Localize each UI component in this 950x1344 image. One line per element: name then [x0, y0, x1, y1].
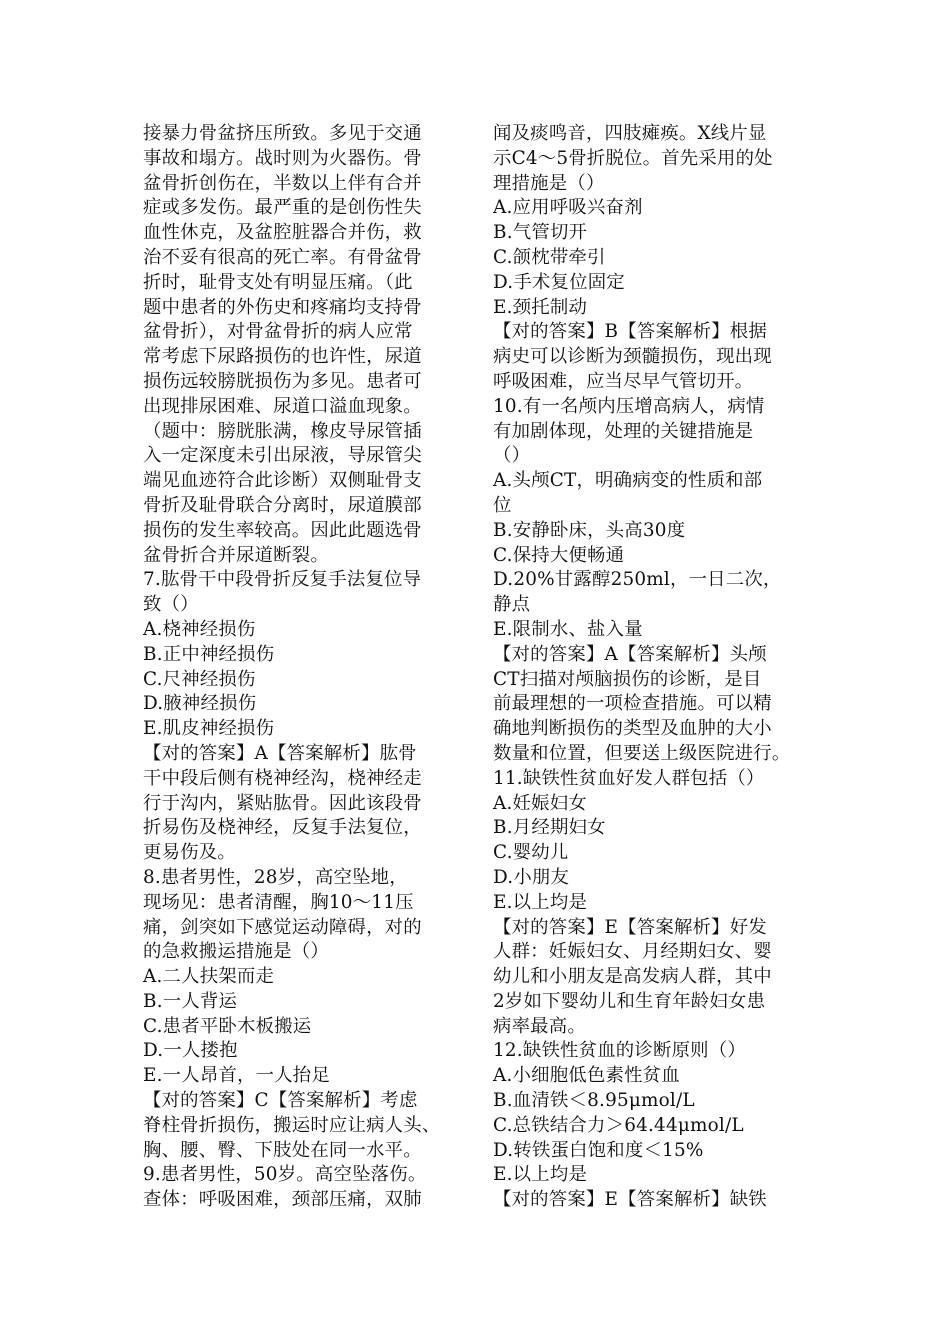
text-line: E.颈托制动	[493, 296, 588, 318]
text-line: A.小细胞低色素性贫血	[493, 1065, 680, 1087]
text-line: E.以上均是	[493, 891, 588, 913]
text-line: （题中：膀胱胀满，橡皮导尿管插	[143, 420, 422, 442]
text-line: 8.患者男性，28岁，高空坠地，	[143, 866, 408, 888]
text-line: （）	[493, 445, 531, 467]
text-line: D.转铁蛋白饱和度＜15%	[493, 1139, 704, 1161]
text-line: 治不妥有很高的死亡率。有骨盆骨	[143, 246, 422, 268]
text-line: 呼吸困难，应当尽早气管切开。	[493, 370, 754, 392]
text-line: B.正中神经损伤	[143, 643, 275, 665]
text-line: 病率最高。	[493, 1015, 586, 1037]
text-line: D.20%甘露醇250ml，一日二次，	[493, 569, 782, 591]
text-line: 损伤的发生率较高。因此此题选骨	[143, 519, 422, 541]
text-line: 骨折及耻骨联合分离时，尿道膜部	[143, 494, 422, 516]
text-line: 示C4～5骨折脱位。首先采用的处	[493, 147, 773, 169]
text-line: 损伤远较膀胱损伤为多见。患者可	[143, 370, 422, 392]
text-line: 端见血迹符合此诊断）双侧耻骨支	[143, 470, 422, 492]
text-line: B.安静卧床，头高30度	[493, 519, 686, 541]
text-line: 血性休克，及盆腔脏器合并伤，救	[143, 222, 422, 244]
text-line: 折易伤及桡神经，反复手法复位，	[143, 817, 422, 839]
text-line: 的急救搬运措施是（）	[143, 941, 329, 963]
text-line: 出现排尿困难、尿道口溢血现象。	[143, 395, 422, 417]
text-line: 致（）	[143, 594, 199, 616]
right-text-column	[493, 122, 819, 1213]
text-line: 盆骨折创伤在，半数以上伴有合并	[143, 172, 422, 194]
text-line: 干中段后侧有桡神经沟，桡神经走	[143, 767, 422, 789]
text-line: 静点	[493, 594, 531, 616]
text-line: 【对的答案】B【答案解析】根据	[493, 321, 767, 343]
text-line: C.患者平卧木板搬运	[143, 1015, 312, 1037]
text-line: 盆骨折合并尿道断裂。	[143, 544, 329, 566]
text-line: 接暴力骨盆挤压所致。多见于交通	[143, 123, 422, 144]
text-line: 查体：呼吸困难，颈部压痛，双肺	[143, 1189, 422, 1211]
text-line: A.妊娠妇女	[493, 792, 587, 814]
text-line: B.血清铁＜8.95μmol/L	[493, 1090, 695, 1112]
text-line: A.二人扶架而走	[143, 966, 275, 988]
text-line: 【对的答案】A【答案解析】头颅	[493, 643, 767, 665]
text-line: D.一人搂抱	[143, 1040, 238, 1062]
text-line: 12.缺铁性贫血的诊断原则（）	[493, 1040, 746, 1062]
text-line: A.应用呼吸兴奋剂	[493, 197, 643, 219]
text-line: B.一人背运	[143, 990, 238, 1012]
text-line: 幼儿和小朋友是高发病人群，其中	[493, 966, 772, 988]
text-line: 前最理想的一项检查措施。可以精	[493, 693, 772, 715]
text-line: B.月经期妇女	[493, 817, 606, 839]
text-line: A.桡神经损伤	[143, 618, 256, 640]
text-line: 位	[493, 494, 512, 516]
text-line: 理措施是（）	[493, 172, 605, 194]
text-line: 确地判断损伤的类型及血肿的大小	[493, 718, 772, 740]
text-line: 病史可以诊断为颈髓损伤，现出现	[493, 346, 772, 368]
text-line: 9.患者男性，50岁。高空坠落伤。	[143, 1164, 427, 1186]
text-line: D.手术复位固定	[493, 271, 625, 293]
text-line: A.头颅CT，明确病变的性质和部	[493, 470, 763, 492]
text-line: C.总铁结合力＞64.44μmol/L	[493, 1114, 744, 1136]
text-line: 脊柱骨折损伤，搬运时应让病人头、	[143, 1114, 441, 1136]
text-line: 闻及痰鸣音，四肢瘫痪。X线片显	[493, 123, 767, 144]
text-line: 人群：妊娠妇女、月经期妇女、婴	[493, 941, 772, 963]
text-line: 常考虑下尿路损伤的也许性，尿道	[143, 346, 422, 368]
text-line: E.肌皮神经损伤	[143, 718, 275, 740]
text-line: B.气管切开	[493, 222, 588, 244]
text-line: 10.有一名颅内压增高病人，病情	[493, 395, 765, 417]
text-line: C.婴幼儿	[493, 842, 569, 864]
left-text-column	[143, 122, 469, 1213]
text-line: E.一人昂首，一人抬足	[143, 1065, 330, 1087]
text-line: 7.肱骨干中段骨折反复手法复位导	[143, 569, 422, 591]
text-line: 数量和位置，但要送上级医院进行。	[493, 742, 791, 764]
text-line: D.腋神经损伤	[143, 693, 257, 715]
text-line: 更易伤及。	[143, 842, 236, 864]
text-line: 11.缺铁性贫血好发人群包括（）	[493, 767, 765, 789]
text-line: C.尺神经损伤	[143, 668, 256, 690]
text-line: 有加剧体现，处理的关键措施是	[493, 420, 754, 442]
text-line: 症或多发伤。最严重的是创伤性失	[143, 197, 422, 219]
text-line: E.限制水、盐入量	[493, 618, 643, 640]
text-line: D.小朋友	[493, 866, 570, 888]
text-line: 折时，耻骨支处有明显压痛。（此	[143, 271, 413, 293]
text-line: 现场见：患者清醒，胸10～11压	[143, 891, 414, 913]
text-line: 入一定深度未引出尿液，导尿管尖	[143, 445, 422, 467]
text-line: C.保持大便畅通	[493, 544, 625, 566]
text-line: 【对的答案】E【答案解析】缺铁	[493, 1189, 767, 1211]
text-line: 【对的答案】A【答案解析】肱骨	[143, 742, 417, 764]
text-line: CT扫描对颅脑损伤的诊断，是目	[493, 668, 762, 690]
text-line: 事故和塌方。战时则为火器伤。骨	[143, 147, 422, 169]
text-line: 盆骨折），对骨盆骨折的病人应常	[143, 321, 413, 343]
text-line: 胸、腰、臀、下肢处在同一水平。	[143, 1139, 422, 1161]
text-line: 行于沟内，紧贴肱骨。因此该段骨	[143, 792, 422, 814]
text-line: 2岁如下婴幼儿和生育年龄妇女患	[493, 990, 766, 1012]
text-line: 题中患者的外伤史和疼痛均支持骨	[143, 296, 422, 318]
text-line: 【对的答案】C【答案解析】考虑	[143, 1090, 418, 1112]
text-line: 痛，剑突如下感觉运动障碍，对的	[143, 916, 422, 938]
text-line: E.以上均是	[493, 1164, 588, 1186]
text-line: 【对的答案】E【答案解析】好发	[493, 916, 767, 938]
text-line: C.颌枕带牵引	[493, 246, 606, 268]
